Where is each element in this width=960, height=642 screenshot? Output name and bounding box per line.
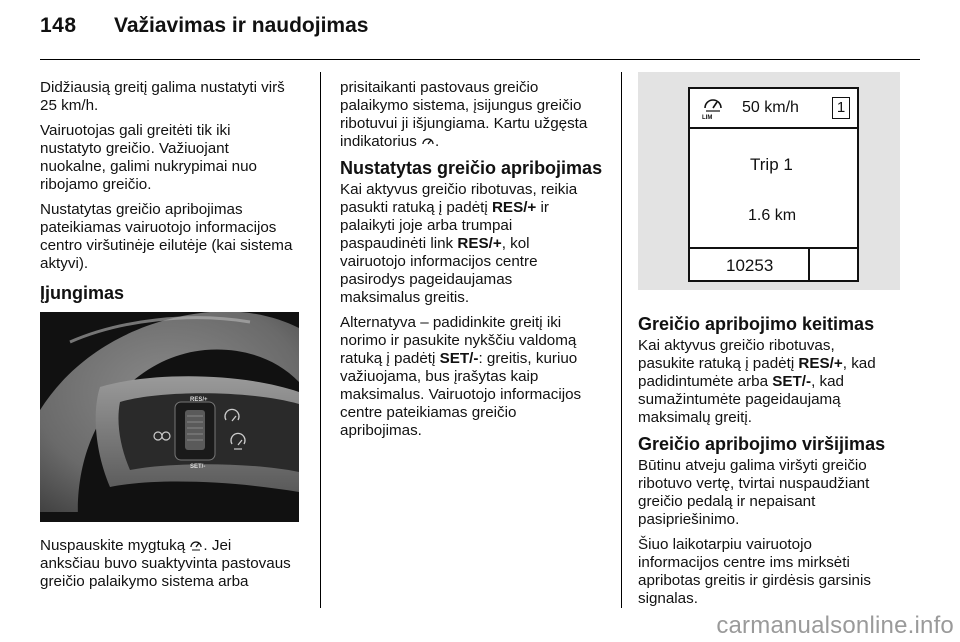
paragraph: Šiuo laikotarpiu vairuotojo informacijos centre ims mirksėti apribotas greitis ir girdėsis garsinis signalas. bbox=[638, 536, 871, 607]
column-3 bbox=[638, 308, 918, 615]
section-heading-change-limit: Greičio apribojimo keitimas bbox=[638, 314, 875, 334]
odometer: 10253 bbox=[726, 256, 774, 275]
paragraph: prisitaikanti pastovaus greičio palaikymo sistema, įsijungus greičio ribotuvui ji išjungiama. Kartu užgęsta indikatorius . bbox=[340, 79, 588, 150]
header-rule bbox=[40, 59, 920, 60]
driver-info-display-illustration bbox=[638, 72, 900, 290]
paragraph: Kai aktyvus greičio ribotuvas, pasukite ratuką į padėtį RES/+, kad padidintumėte arba SET/-, kad sumažintumėte pageidaujamą maksimalų greitį. bbox=[638, 337, 876, 426]
paragraph: Didžiausią greitį galima nustatyti virš 25 km/h. bbox=[40, 79, 285, 114]
column-1 bbox=[40, 79, 310, 280]
cruise-control-off-icon bbox=[421, 135, 435, 147]
section-heading-exceed-limit: Greičio apribojimo viršijimas bbox=[638, 434, 886, 454]
trip-value: 1.6 km bbox=[748, 207, 797, 224]
lim-label: LIM bbox=[702, 115, 713, 121]
chapter-title: Važiavimas ir naudojimas bbox=[114, 14, 369, 37]
paragraph: Nustatytas greičio apribojimas pateikiamas vairuotojo informacijos centro viršutinėje eilutėje (kai sistema aktyvi). bbox=[40, 201, 293, 272]
switch-label-res: RES/+ bbox=[190, 397, 208, 403]
page-number: 148 bbox=[40, 14, 77, 37]
page-header bbox=[40, 14, 920, 54]
speed-limiter-icon bbox=[189, 539, 203, 551]
trip-label: Trip 1 bbox=[750, 155, 793, 174]
steering-wheel-photo bbox=[40, 312, 299, 522]
watermark: carmanualsonline.info bbox=[716, 612, 954, 639]
paragraph: Būtinu atveju galima viršyti greičio ribotuvo vertę, tvirtai nuspaudžiant greičio pedalą ir nepaisant pasipriešinimo. bbox=[638, 457, 870, 528]
paragraph: Vairuotojas gali greitėti tik iki nustatyto greičio. Važiuojant nuokalne, galimi nukrypimai nuo ribojamo greičio. bbox=[40, 122, 257, 193]
section-heading-set-limit: Nustatytas greičio apribojimas bbox=[340, 158, 603, 178]
display-frame bbox=[688, 87, 859, 282]
paragraph: Kai aktyvus greičio ribotuvas, reikia pasukti ratuką į padėtį RES/+ ir palaikyti joje arba trumpai paspaudinėti link RES/+, kol vairuotojo informacijos centre pasirodys pageidaujamas maksimalus greitis. bbox=[340, 181, 578, 306]
column-divider-left bbox=[320, 72, 321, 608]
column-1-bottom: Nuspauskite mygtuką . Jei anksčiau buvo suaktyvinta pastovaus greičio palaikymo sistema arba bbox=[40, 537, 291, 590]
switch-label-set: SET/- bbox=[190, 464, 206, 470]
section-heading-activation: Įjungimas bbox=[40, 283, 125, 303]
gear-indicator: 1 bbox=[832, 97, 850, 119]
column-2 bbox=[340, 79, 615, 447]
steering-wheel-illustration bbox=[40, 312, 299, 522]
paragraph: Alternatyva – padidinkite greitį iki norimo ir pasukite nykščiu valdomą ratuką į padėtį SET/-: greitis, kuriuo važiuojama, bus įrašytas kaip maksimalus. Vairuotojo informacijos centre pateikiamas greičio apribojimas. bbox=[340, 314, 582, 439]
limit-speed: 50 km/h bbox=[742, 99, 799, 116]
column-divider-right bbox=[621, 72, 622, 608]
